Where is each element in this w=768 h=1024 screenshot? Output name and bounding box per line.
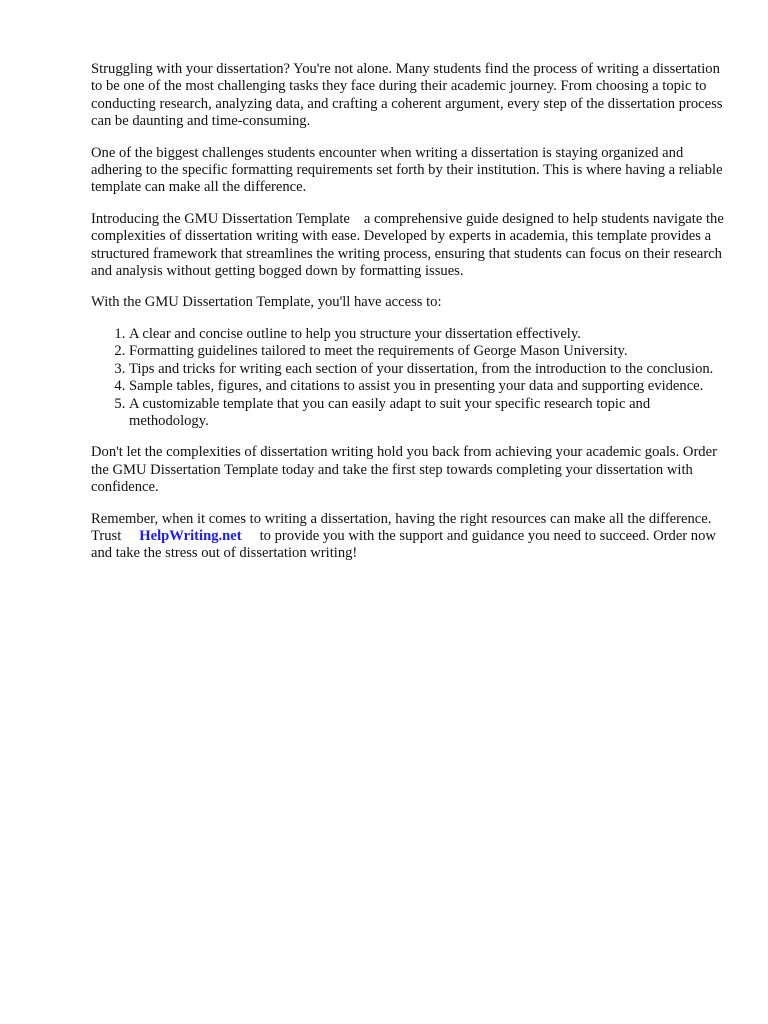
challenge-paragraph: One of the biggest challenges students encounter when writing a dissertation is staying organized and adhering to the specific formatting requirements set forth by their institution. This is where having a reliable template can make all the difference. bbox=[91, 144, 723, 196]
closing-body: to provide you with the support and guidance you need to succeed. Order now and take the stress out of dissertation writing! bbox=[91, 527, 716, 562]
list-item: 1. A clear and concise outline to help you structure your dissertation effectively. bbox=[129, 326, 731, 343]
access-paragraph: With the GMU Dissertation Template, you'll have access to: bbox=[91, 294, 442, 311]
list-item: 4. Sample tables, figures, and citations to assist you in presenting your data and supporting evidence. bbox=[129, 378, 731, 395]
features-list bbox=[91, 326, 731, 430]
template-intro-body: a comprehensive guide designed to help students navigate the complexities of dissertation writing with ease. Developed by experts in academia, this template provides a structured framework that streamlines the writing process, ensuring that students can focus on their research and analysis without getting bogged down by formatting issues. bbox=[91, 210, 724, 280]
cta-paragraph: Don't let the complexities of dissertation writing hold you back from achieving your academic goals. Order the GMU Dissertation Template today and take the first step towards completing your dissertation with confidence. bbox=[91, 444, 717, 496]
closing-lead: Remember, when it comes to writing a dissertation, having the right resources can make all the difference. Trust bbox=[91, 510, 712, 544]
template-intro-lead: Introducing the GMU Dissertation Template bbox=[91, 210, 350, 227]
template-intro-paragraph bbox=[91, 211, 731, 281]
intro-paragraph: Struggling with your dissertation? You're not alone. Many students find the process of writing a dissertation to be one of the most challenging tasks they face during their academic journey. From choosing a topic to conducting research, analyzing data, and crafting a coherent argument, every step of the dissertation process can be daunting and time-consuming. bbox=[91, 61, 723, 130]
list-item: 5. A customizable template that you can easily adapt to suit your specific research topic and methodology. bbox=[129, 396, 731, 431]
document-page bbox=[91, 61, 731, 577]
list-item: 3. Tips and tricks for writing each section of your dissertation, from the introduction to the conclusion. bbox=[129, 361, 731, 378]
list-item: 2. Formatting guidelines tailored to meet the requirements of George Mason University. bbox=[129, 343, 731, 360]
helpwriting-link[interactable]: HelpWriting.net bbox=[139, 527, 242, 544]
closing-paragraph bbox=[91, 511, 731, 563]
